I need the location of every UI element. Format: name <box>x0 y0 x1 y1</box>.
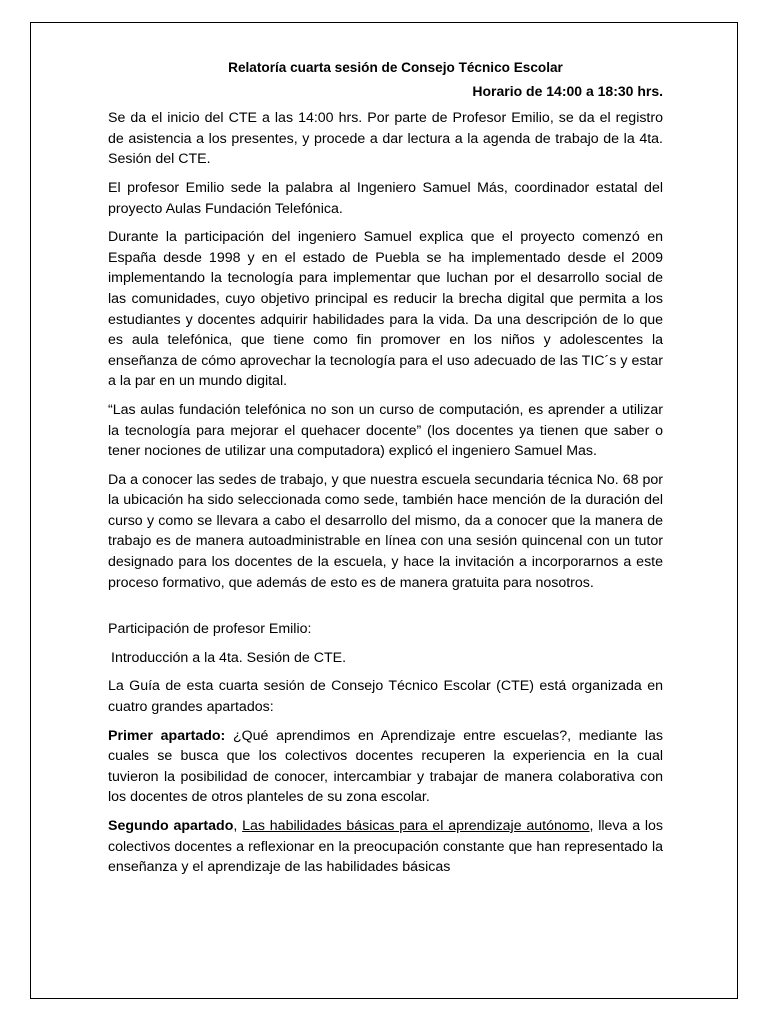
first-section-label: Primer apartado: <box>108 727 226 744</box>
paragraph-8: La Guía de esta cuarta sesión de Consejo Técnico Escolar (CTE) está organizada en cuatro grandes apartados: <box>108 678 663 716</box>
paragraph-3: Durante la participación del ingeniero Samuel explica que el proyecto comenzó en España desde 1998 y en el estado de Puebla se ha implementado desde el 2009 implementando la tecnología para implementar que luchan por el desarrollo social de las comunidades, cuyo objetivo principal es reducir la brecha digital que permita a los estudiantes y docentes adquirir habilidades para la vida. Da una descripción de lo que es aula telefónica, que tiene como fin promover en los niños y adolescentes la enseñanza de cómo aprovechar la tecnología para el uso adecuado de las TIC´s y estar a la par en un mundo digital. <box>108 229 663 390</box>
second-section-text: , lleva a los colectivos docentes a reflexionar en la preocupación constante que han representado la enseñanza y el aprendizaje de las habilidades básicas <box>108 818 663 876</box>
paragraph-6: Participación de profesor Emilio: <box>108 621 312 638</box>
paragraph-10 <box>108 816 663 878</box>
paragraph-4: “Las aulas fundación telefónica no son un curso de computación, es aprender a utilizar la tecnología para mejorar el quehacer docente” (los docentes ya tienen que saber o tener nociones de utilizar una computadora) explicó el ingeniero Samuel Mas. <box>108 401 663 460</box>
paragraph-2: El profesor Emilio sede la palabra al Ingeniero Samuel Más, coordinador estatal del proyecto Aulas Fundación Telefónica. <box>108 179 663 217</box>
document-title: Relatoría cuarta sesión de Consejo Técnico Escolar <box>228 60 563 75</box>
paragraph-7: Introducción a la 4ta. Sesión de CTE. <box>111 649 347 666</box>
paragraph-9 <box>108 726 663 808</box>
second-section-separator: , <box>233 818 243 834</box>
paragraph-5: Da a conocer las sedes de trabajo, y que nuestra escuela secundaria técnica No. 68 por la ubicación ha sido seleccionada como sede, también hace mención de la duración del curso y como se llevara a cabo el desarrollo del mismo, da a conocer que la manera de trabajo es de manera autoadministrable en línea con una sesión quincenal con un tutor designado para los docentes de la escuela, y hace la invitación a incorporarnos a este proceso formativo, que además de esto es de manera gratuita para nosotros. <box>108 471 663 591</box>
paragraph-1: Se da el inicio del CTE a las 14:00 hrs. Por parte de Profesor Emilio, se da el registro de asistencia a los presentes, y procede a dar lectura a la agenda de trabajo de la 4ta. Sesión del CTE. <box>108 110 663 168</box>
second-section-label: Segundo apartado <box>108 818 234 834</box>
paragraph-spacer <box>108 601 663 619</box>
schedule-line: Horario de 14:00 a 18:30 hrs. <box>472 82 663 99</box>
first-section-text: ¿Qué aprendimos en Aprendizaje entre escuelas?, mediante las cuales se busca que los colectivos docentes recuperen la experiencia en la cual tuvieron la posibilidad de conocer, intercambiar y trabajar de manera colaborativa con los docentes de otros planteles de su zona escolar. <box>108 727 663 806</box>
second-section-underlined-title: Las habilidades básicas para el aprendizaje autónomo <box>242 818 590 834</box>
page-frame <box>30 22 738 999</box>
document-body <box>108 58 663 886</box>
